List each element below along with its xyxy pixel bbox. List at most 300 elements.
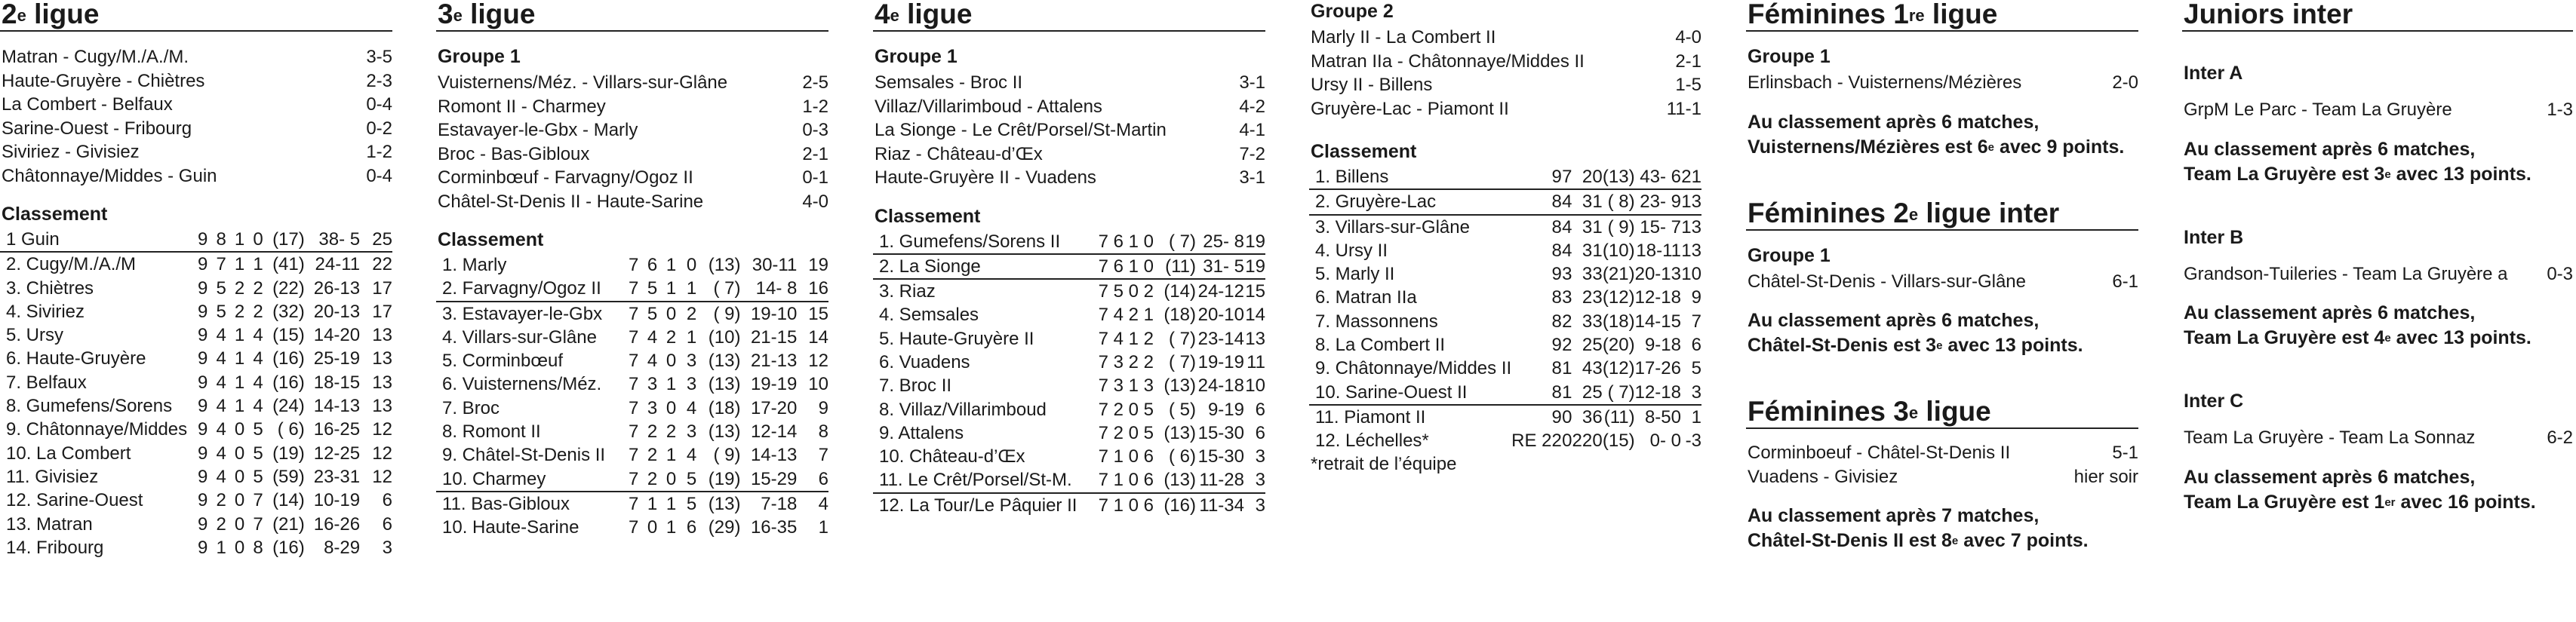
table-row [1309, 333, 1701, 357]
match-result: Semsales - Broc II 3-1 [875, 72, 1265, 93]
stat-cell: 0 [234, 419, 245, 440]
table-row [0, 300, 392, 323]
table-row [436, 420, 828, 443]
stat-cell: 7 [615, 277, 638, 301]
stat-cell: ( 7) [696, 277, 740, 301]
stat-cell: 11-34 [1199, 495, 1244, 516]
match-result: Marly II - La Combert II 4-0 [1311, 27, 1701, 47]
section-title-feminines-3e: Féminines 3e ligue [1748, 396, 1991, 427]
stat-cell: 3 [686, 351, 697, 372]
stat-cell: 9 [1511, 165, 1562, 189]
stat-cell: -3 [1685, 430, 1701, 452]
table-row [436, 253, 828, 277]
table-row [873, 398, 1265, 421]
table-row [436, 516, 828, 539]
stat-cell: 4 [1582, 358, 1593, 379]
stat-cell: 5 [253, 443, 263, 464]
stat-cell: 7 3 2 2 [1098, 351, 1154, 372]
footnote: *retrait de l’équipe [1311, 453, 1457, 474]
stat-cell: (14) [272, 490, 305, 511]
team-cell: 10. La Combert [6, 443, 131, 464]
stat-cell: 4 [686, 445, 697, 466]
stat-cell: 1 [234, 396, 245, 417]
stat-cell: 1 [216, 537, 226, 558]
table-row [1309, 357, 1701, 380]
team-cell: 11. Bas-Gibloux [442, 493, 570, 514]
classement-heading: Classement [1311, 141, 1417, 162]
stat-cell: 15-30 [1197, 422, 1244, 443]
stat-cell: 10 [808, 374, 828, 395]
stat-cell: 14-15 [1634, 311, 1681, 332]
classement-heading: Classement [875, 205, 981, 227]
team-cell: 5. Ursy [6, 325, 64, 346]
stat-cell: 12-25 [313, 443, 361, 464]
stat-cell: (20) [1602, 335, 1635, 356]
stat-cell: 3 [1255, 495, 1265, 516]
stat-cell: 2 [647, 421, 658, 443]
table-row [1309, 429, 1701, 452]
stat-cell: 4 [216, 372, 226, 393]
stat-cell: 7 2 0 5 [1098, 422, 1154, 443]
team-cell: 6. Vuisternens/Méz. [442, 374, 602, 395]
stat-cell: 0 [234, 466, 245, 487]
stat-cell: 1 [676, 277, 696, 301]
column-juniors-inter [2182, 0, 2573, 515]
stat-cell: 15 [1245, 281, 1265, 302]
standings-table [873, 230, 1265, 518]
stat-cell: 3 [382, 537, 392, 558]
stat-cell: 13 [372, 348, 392, 369]
stat-cell: 8 [253, 537, 263, 558]
stat-cell: (17) [263, 228, 305, 252]
table-row [436, 372, 828, 396]
team-cell: 12. Léchelles* [1315, 430, 1429, 452]
group-heading: Inter A [2184, 63, 2243, 84]
stat-cell: 6 [1255, 422, 1265, 443]
stat-cell: 9 [1551, 406, 1562, 427]
table-row [436, 443, 828, 467]
stat-cell: 3 [1244, 468, 1265, 492]
table-row [0, 228, 392, 252]
stat-cell: 4 [1562, 216, 1572, 237]
stat-cell: 3 [1582, 311, 1593, 332]
stat-cell: 6 [1691, 335, 1701, 356]
table-row [1309, 310, 1701, 333]
team-cell: 3. Chiètres [6, 277, 94, 299]
stat-cell: 0 [234, 443, 245, 464]
stat-cell: (11) [1603, 406, 1635, 427]
team-cell: 2. Cugy/M./A./M [6, 254, 137, 275]
stat-cell: 13 [1245, 328, 1265, 349]
group-heading: Groupe 2 [1311, 1, 1394, 22]
results-list [436, 71, 828, 213]
stat-cell: 14-20 [313, 325, 361, 346]
stat-cell: 19-19 [750, 374, 798, 395]
stat-cell: ( 7) [1169, 351, 1196, 372]
team-cell: 1. Gumefens/Sorens II [873, 230, 1092, 254]
team-cell: 5. Marly II [1315, 264, 1395, 285]
stat-cell: (13) [708, 351, 741, 372]
stat-cell: 24-18 [1197, 375, 1244, 397]
stat-cell: 7 1 0 6 [1098, 495, 1154, 516]
match-result: Châtel-St-Denis II - Haute-Sarine 4-0 [438, 191, 828, 212]
match-result: Team La Gruyère - Team La Sonnaz 6-2 [2184, 427, 2573, 448]
stat-cell: 7 [1562, 165, 1572, 189]
team-cell: 8. Gumefens/Sorens [6, 396, 173, 417]
stat-cell: 7 [253, 490, 263, 511]
stat-cell: 8 [818, 421, 828, 443]
stat-cell: 7 [628, 351, 639, 372]
team-cell: 12. La Tour/Le Pâquier II [879, 495, 1077, 516]
stat-cell: (16) [1164, 495, 1196, 516]
stat-cell: 19-10 [750, 303, 798, 324]
stat-cell: 4 [818, 493, 828, 514]
team-cell: 1. Marly [442, 255, 507, 275]
stat-cell: 13 [372, 396, 392, 417]
team-cell: 10. Charmey [436, 467, 615, 492]
stat-cell: 0 [647, 517, 658, 538]
stat-cell: 4 [216, 443, 226, 464]
stat-cell: 1 [666, 445, 677, 466]
group-heading: Groupe 1 [438, 46, 521, 67]
table-row [1309, 405, 1701, 429]
ranking-summary: Au classement après 6 matches, Team La Gruyère est 4e avec 13 points. [2184, 302, 2531, 348]
stat-cell: 2 [234, 301, 245, 322]
stat-cell: (19) [272, 443, 305, 464]
divider [0, 30, 392, 32]
stat-cell: 9 [198, 490, 208, 511]
stat-cell: 1 [666, 374, 677, 395]
stat-cell: (59) [272, 466, 305, 487]
stat-cell: (12) [1602, 358, 1635, 379]
stat-cell: 13 [372, 325, 392, 346]
team-cell: 5. Haute-Gruyère II [879, 328, 1034, 349]
stat-cell: (18) [1164, 305, 1196, 326]
stat-cell: 7 [628, 421, 639, 443]
divider [1746, 229, 2138, 231]
table-row [1309, 381, 1701, 405]
stat-cell: (41) [272, 254, 305, 275]
stat-cell: 19 [1244, 230, 1265, 254]
stat-cell: 11 [1247, 351, 1265, 372]
section-title: 3e ligue [438, 0, 536, 29]
table-row [873, 468, 1265, 492]
stat-cell: 2 [1582, 287, 1593, 308]
stat-cell: 3 [1592, 287, 1603, 308]
match-result: Matran IIa - Châtonnaye/Middes II 2-1 [1311, 51, 1701, 72]
stat-cell: 13 [1681, 216, 1701, 237]
table-row [1309, 286, 1701, 309]
match-result: Villaz/Villarimboud - Attalens 4-2 [875, 96, 1265, 117]
stat-cell: 7 [628, 326, 639, 348]
stat-cell: 5 [686, 493, 697, 514]
match-result: Matran - Cugy/M./A./M. 3-5 [2, 47, 392, 67]
table-row [873, 303, 1265, 326]
stat-cell: 0 [666, 351, 677, 372]
stat-cell: 10 [1245, 375, 1265, 397]
stat-cell: 3 [686, 421, 697, 443]
stat-cell: 3 [1562, 287, 1572, 308]
stat-cell: 7 3 1 3 [1098, 375, 1154, 397]
table-row [1309, 215, 1701, 239]
results-list [0, 45, 392, 188]
stat-cell: 16-35 [750, 517, 798, 538]
column-3e-ligue [436, 0, 828, 540]
stat-cell: 15-29 [740, 467, 797, 492]
stat-cell: ( 9) [1607, 216, 1635, 237]
stat-cell: 14 [808, 326, 828, 348]
stat-cell: 0 [666, 397, 677, 418]
stat-cell: 1 [1592, 189, 1603, 214]
stat-cell: 5 [253, 466, 263, 487]
team-cell: 10. Château-d’Œx [879, 446, 1025, 467]
column-2e-ligue [0, 0, 392, 559]
stat-cell: (32) [272, 301, 305, 322]
match-result: La Combert - Belfaux 0-4 [2, 94, 392, 115]
stat-cell: 9 [1691, 287, 1701, 308]
stat-cell: 2 [1572, 165, 1592, 189]
stat-cell: (13) [1164, 375, 1196, 397]
stat-cell: 15- 7 [1640, 216, 1681, 237]
table-row [436, 492, 828, 516]
stat-cell: (13) [1164, 422, 1196, 443]
stat-cell: (13) [1603, 165, 1635, 189]
stat-cell: (10) [1602, 240, 1635, 261]
stat-cell: 9 [198, 254, 208, 275]
stat-cell: 2 [1562, 311, 1572, 332]
stat-cell: (15) [1602, 430, 1635, 452]
stat-cell: 22 [1572, 430, 1593, 452]
stat-cell: 2 [253, 301, 263, 322]
stat-cell: 1 [1592, 216, 1603, 237]
match-result: Haute-Gruyère II - Vuadens 3-1 [875, 167, 1265, 188]
group-heading: Groupe 1 [875, 46, 958, 67]
stat-cell: 14 [1245, 305, 1265, 326]
stat-cell: 2 [686, 303, 697, 324]
stat-cell: 15-30 [1197, 446, 1244, 467]
stat-cell: 22 [372, 254, 392, 275]
table-row [436, 302, 828, 326]
table-row [436, 326, 828, 349]
stat-cell: (14) [1164, 281, 1196, 302]
group-heading: Groupe 1 [1748, 244, 1831, 266]
stat-cell: 12 [808, 351, 828, 372]
team-cell: 10. Sarine-Ouest II [1309, 381, 1511, 405]
team-cell: 2. Gruyère-Lac [1309, 189, 1511, 214]
stat-cell: 1 [686, 326, 697, 348]
stat-cell: (13) [1154, 468, 1196, 492]
table-row [873, 351, 1265, 374]
stat-cell: (13) [708, 493, 741, 514]
stat-cell: ( 7) [1603, 381, 1635, 405]
stat-cell: 7 1 0 6 [1098, 446, 1154, 467]
stat-cell: 0 [1592, 165, 1603, 189]
stat-cell: 5 [216, 301, 226, 322]
table-row [0, 465, 392, 489]
match-result: Erlinsbach - Vuisternens/Mézières 2-0 [1748, 72, 2138, 93]
table-row [1309, 165, 1701, 189]
stat-cell: 4 [1562, 240, 1572, 261]
table-row [873, 327, 1265, 351]
stat-cell: 7 [628, 374, 639, 395]
stat-cell: 9 [191, 228, 207, 252]
team-cell: 9. Châtonnaye/Middes [6, 419, 188, 440]
stat-cell: ( 6) [277, 419, 305, 440]
stat-cell: (15) [272, 325, 305, 346]
match-result: GrpM Le Parc - Team La Gruyère 1-3 [2184, 100, 2573, 120]
stat-cell: 4 [216, 419, 226, 440]
stat-cell: ( 6) [1169, 446, 1196, 467]
table-row [873, 493, 1265, 517]
stat-cell: ( 9) [713, 303, 741, 324]
team-cell: 9. Attalens [879, 422, 964, 443]
stat-cell: 9-18 [1644, 335, 1681, 356]
stat-cell: 4 [647, 351, 658, 372]
stat-cell: 5 [216, 277, 226, 299]
stat-cell: 1 [234, 254, 245, 275]
stat-cell: 8 [1551, 216, 1562, 237]
team-cell: 9. Châtel-St-Denis II [442, 445, 606, 466]
table-row [0, 536, 392, 559]
stat-cell: 24-11 [315, 254, 361, 275]
stat-cell: 7 5 0 2 [1098, 281, 1154, 302]
stat-cell: 4 [647, 326, 658, 348]
stat-cell: 14- 8 [740, 277, 797, 301]
stat-cell: 3 [1582, 216, 1593, 237]
stat-cell: 8 [1551, 358, 1562, 379]
stat-cell: 4 [253, 396, 263, 417]
stat-cell: 7 [628, 493, 639, 514]
team-cell: 14. Fribourg [6, 537, 104, 558]
team-cell: 11. Le Crêt/Porsel/St-M. [873, 468, 1092, 492]
stat-cell: 7 4 1 2 [1098, 328, 1154, 349]
group-heading: Inter C [2184, 391, 2244, 412]
standings-table [0, 228, 392, 559]
match-result: Châtonnaye/Middes - Guin 0-4 [2, 165, 392, 186]
stat-cell: 0 [1592, 430, 1603, 452]
table-row [0, 371, 392, 394]
team-cell: 7. Belfaux [6, 372, 87, 393]
match-result: Ursy II - Billens 1-5 [1311, 75, 1701, 95]
stat-cell: 9-19 [1207, 399, 1244, 420]
stat-cell: 18-11 [1636, 240, 1681, 261]
team-cell: 2. Farvagny/Ogoz II [436, 277, 615, 301]
stat-cell: 8-50 [1644, 406, 1681, 427]
stat-cell: 9 [198, 419, 208, 440]
stat-cell: 0 [234, 490, 245, 511]
stat-cell: 3 [1681, 381, 1701, 405]
team-cell: 3. Riaz [879, 281, 936, 302]
stat-cell: 8 [1551, 240, 1562, 261]
stat-cell: 7 [216, 254, 226, 275]
team-cell: 8. Villaz/Villarimboud [879, 399, 1047, 420]
table-row [873, 421, 1265, 445]
stat-cell: 4 [1562, 189, 1572, 214]
team-cell: 8. Romont II [442, 421, 541, 443]
stat-cell: 8 [207, 228, 226, 252]
stat-cell: 9 [198, 325, 208, 346]
table-row [0, 442, 392, 465]
stat-cell: 5 [1691, 358, 1701, 379]
stat-cell: 3 [1592, 358, 1603, 379]
match-result: Siviriez - Givisiez 1-2 [2, 142, 392, 162]
stat-cell: (22) [272, 277, 305, 299]
section-title: 2e ligue [2, 0, 100, 29]
table-row [873, 254, 1265, 279]
stat-cell: 7 [628, 517, 639, 538]
stat-cell: 2 [1572, 381, 1592, 405]
stat-cell: 19 [1244, 254, 1265, 279]
stat-cell: 5 [1592, 381, 1603, 405]
table-row [873, 279, 1265, 303]
stat-cell: 5 [638, 277, 657, 301]
team-cell: 9. Châtonnaye/Middes II [1315, 358, 1512, 379]
stat-cell: 1 [234, 325, 245, 346]
stat-cell: 1 [666, 493, 677, 514]
stat-cell: 6 [1592, 406, 1603, 427]
stat-cell: 7 [615, 467, 638, 492]
team-cell: 11. Givisiez [6, 466, 99, 487]
match-result: Estavayer-le-Gbx - Marly 0-3 [438, 120, 828, 140]
stat-cell: 0 [234, 537, 245, 558]
stat-cell: 5 [253, 419, 263, 440]
stat-cell: (16) [272, 537, 305, 558]
column-4e-ligue-groupe-2 [1309, 0, 1701, 476]
section-title: 4e ligue [875, 0, 973, 29]
stat-cell: 9 [198, 466, 208, 487]
stat-cell: 2 [1562, 335, 1572, 356]
stat-cell: 14-13 [750, 445, 798, 466]
stat-cell: 7 [818, 445, 828, 466]
stat-cell: 12 [372, 419, 392, 440]
section-title-feminines-2e: Féminines 2e ligue inter [1748, 197, 2060, 228]
stat-cell: 18-15 [313, 372, 361, 393]
stat-cell: 20-13 [1634, 264, 1681, 285]
table-row [0, 418, 392, 441]
stat-cell: ( 7) [1154, 230, 1196, 254]
stat-cell: 23-31 [313, 466, 361, 487]
stat-cell: 7 4 2 1 [1098, 305, 1154, 326]
ranking-summary: Au classement après 6 matches, Vuisternens/Mézières est 6e avec 9 points. [1748, 111, 2125, 158]
stat-cell: (10) [708, 326, 741, 348]
table-row [1309, 189, 1701, 214]
table-row [0, 394, 392, 418]
match-result: Corminbœuf - Farvagny/Ogoz II 0-1 [438, 167, 828, 188]
stat-cell: 1 [234, 348, 245, 369]
stat-cell: 7 [628, 303, 639, 324]
stat-cell: 10-19 [313, 490, 361, 511]
stat-cell: ( 8) [1603, 189, 1635, 214]
stat-cell: RE 22 [1511, 430, 1562, 452]
stat-cell: 0 [686, 255, 697, 275]
stat-cell: 1 [1562, 358, 1572, 379]
stat-cell: 2 [647, 445, 658, 466]
results-list [873, 71, 1265, 190]
team-cell: 7. Massonnens [1315, 311, 1438, 332]
stat-cell: 0 [1562, 430, 1572, 452]
team-cell: 12. Sarine-Ouest [6, 490, 143, 511]
stat-cell: (16) [272, 348, 305, 369]
stat-cell: 12-14 [750, 421, 798, 443]
table-row [873, 445, 1265, 468]
stat-cell: (13) [708, 421, 741, 443]
stat-cell: 9 [198, 372, 208, 393]
team-cell: 2. La Sionge [873, 254, 1092, 279]
stat-cell: 25-19 [313, 348, 361, 369]
table-row [436, 397, 828, 420]
match-result: Grandson-Tuileries - Team La Gruyère a 0-3 [2184, 263, 2573, 284]
stat-cell: 17-26 [1634, 358, 1681, 379]
